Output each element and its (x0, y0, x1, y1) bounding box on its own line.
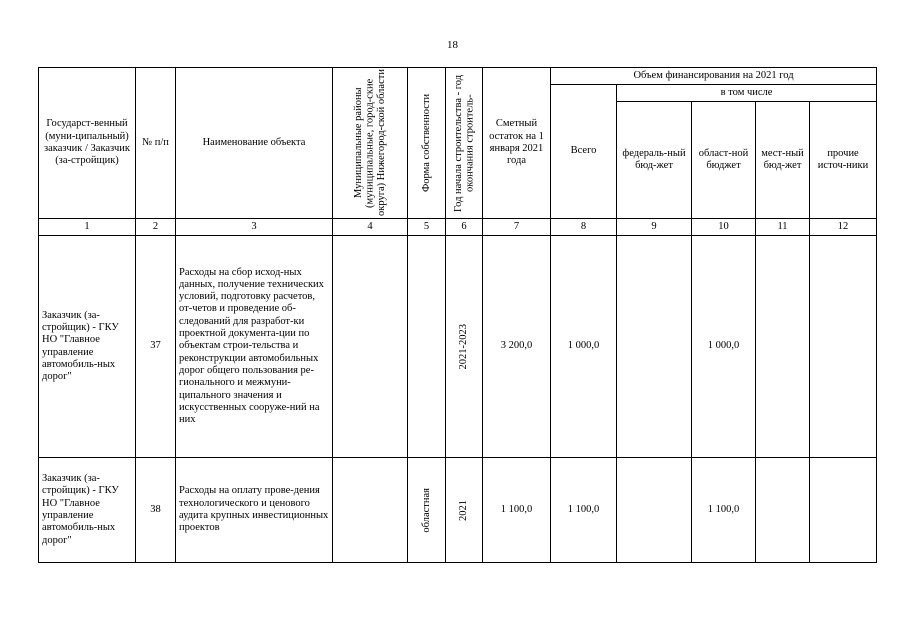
column-number: 5 (408, 219, 446, 236)
header-municipal: Муниципальные районы (муниципальные, город-ские округа) Нижегород-ской области (333, 68, 408, 219)
column-number: 9 (617, 219, 692, 236)
row-regional: 1 000,0 (692, 236, 756, 458)
column-number: 1 (39, 219, 136, 236)
column-number: 12 (810, 219, 877, 236)
row-years: 2021 (446, 458, 483, 563)
column-number: 11 (756, 219, 810, 236)
header-years: Год начала строительства - год окончания строитель- (446, 68, 483, 219)
column-number: 10 (692, 219, 756, 236)
header-num: № п/п (136, 68, 176, 219)
header-other: прочие источ-ники (810, 102, 877, 219)
table-row (39, 236, 877, 458)
header-funding-title: Объем финансирования на 2021 год (551, 68, 877, 85)
page-number: 18 (447, 39, 458, 51)
header-including: в том числе (617, 85, 877, 102)
header-ownership: Форма собственности (408, 68, 446, 219)
row-municipal (333, 236, 408, 458)
row-ownership (408, 236, 446, 458)
row-object-name: Расходы на сбор исход-ных данных, получение технических условий, подготовку расчетов, от-четов и проведение об-следований для разработ-ки проектной документа-ции по объектам строи-тельства и реконструкции автомобильных дорог общего пользования ре-гионального и межмуни-ципального значения и искусственных сооруже-ний на них (176, 236, 333, 458)
row-other (810, 236, 877, 458)
column-number: 4 (333, 219, 408, 236)
table-row (39, 458, 877, 563)
row-customer: Заказчик (за-стройщик) - ГКУ НО "Главное управление автомобиль-ных дорог" (39, 236, 136, 458)
header-object-name: Наименование объекта (176, 68, 333, 219)
row-local (756, 458, 810, 563)
header-local: мест-ный бюд-жет (756, 102, 810, 219)
column-number: 2 (136, 219, 176, 236)
row-estimate: 1 100,0 (483, 458, 551, 563)
row-ownership: областная (408, 458, 446, 563)
header-total: Всего (551, 85, 617, 219)
row-customer: Заказчик (за-стройщик) - ГКУ НО "Главное управление автомобиль-ных дорог" (39, 458, 136, 563)
row-federal (617, 458, 692, 563)
header-estimate: Сметный остаток на 1 января 2021 года (483, 68, 551, 219)
row-total: 1 000,0 (551, 236, 617, 458)
column-number: 6 (446, 219, 483, 236)
header-customer: Государст-венный (муни-ципальный) заказчик / Заказчик (за-стройщик) (39, 68, 136, 219)
row-federal (617, 236, 692, 458)
row-estimate: 3 200,0 (483, 236, 551, 458)
row-regional: 1 100,0 (692, 458, 756, 563)
row-local (756, 236, 810, 458)
row-years: 2021-2023 (446, 236, 483, 458)
row-object-name: Расходы на оплату прове-дения технологического и ценового аудита крупных инвестиционных проектов (176, 458, 333, 563)
row-other (810, 458, 877, 563)
column-number: 8 (551, 219, 617, 236)
column-number: 7 (483, 219, 551, 236)
row-num: 37 (136, 236, 176, 458)
financing-table (38, 67, 877, 563)
row-total: 1 100,0 (551, 458, 617, 563)
row-num: 38 (136, 458, 176, 563)
column-number: 3 (176, 219, 333, 236)
header-regional: област-ной бюджет (692, 102, 756, 219)
row-municipal (333, 458, 408, 563)
header-federal: федераль-ный бюд-жет (617, 102, 692, 219)
